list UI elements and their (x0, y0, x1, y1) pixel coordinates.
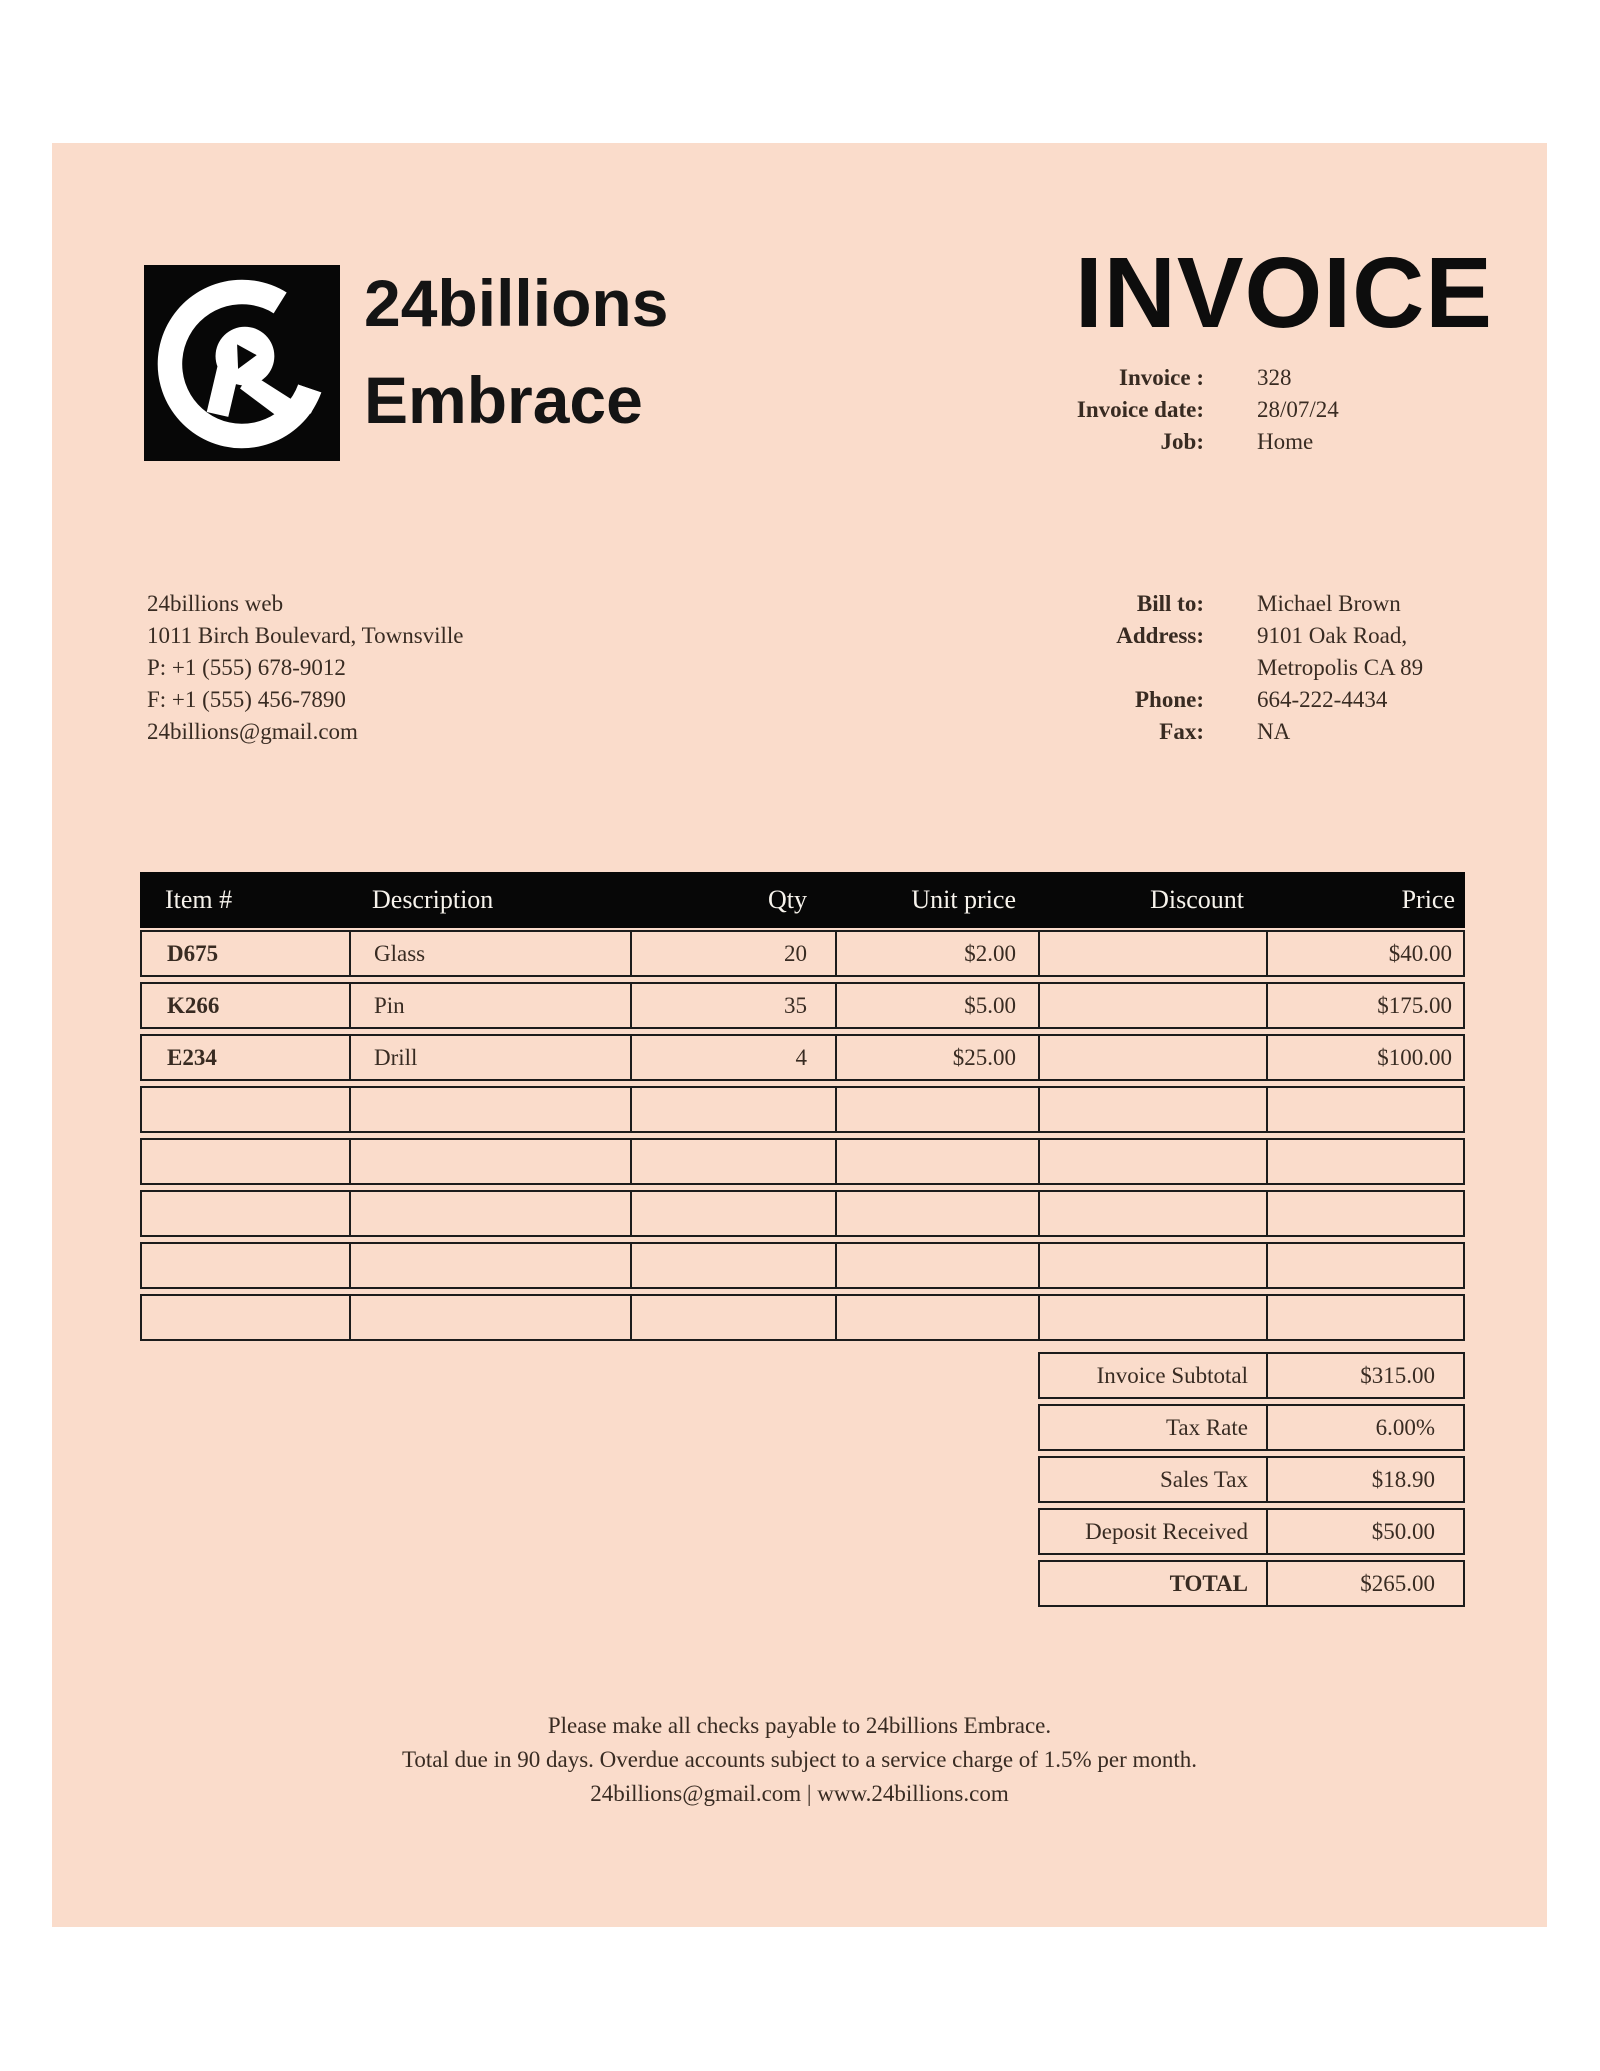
cell-item (142, 1140, 349, 1183)
invoice-number-row (52, 362, 1547, 394)
cell-unit-price (835, 1192, 1038, 1235)
company-phone: P: +1 (555) 678-9012 (147, 655, 346, 680)
bill-phone-row (52, 684, 1547, 716)
bill-address-value: 9101 Oak Road, (1257, 623, 1408, 648)
summary-row-tax-rate (1038, 1404, 1465, 1451)
cell-qty: 35 (630, 984, 835, 1027)
bill-address-label: Address: (1116, 623, 1204, 648)
cell-price (1266, 1296, 1462, 1339)
bill-address2-row (52, 652, 1547, 684)
invoice-job-label: Job: (1160, 429, 1204, 454)
cell-price: $175.00 (1266, 984, 1462, 1027)
bill-to-block (52, 588, 1547, 748)
bill-fax-row (52, 716, 1547, 748)
cell-discount (1038, 1296, 1266, 1339)
invoice-date-row (52, 394, 1547, 426)
col-header-unit-price: Unit price (911, 885, 1016, 914)
items-table (140, 872, 1465, 1346)
summary-row-total (1038, 1560, 1465, 1607)
cell-description: Glass (349, 932, 630, 975)
invoice-sheet (52, 143, 1547, 1927)
col-header-price: Price (1401, 885, 1455, 914)
invoice-job-row (52, 426, 1547, 458)
summary-row-subtotal (1038, 1352, 1465, 1399)
summary-sales-tax-label: Sales Tax (1159, 1466, 1248, 1492)
col-header-item: Item # (165, 885, 233, 914)
cell-description: Drill (349, 1036, 630, 1079)
cell-discount (1038, 1036, 1266, 1079)
company-name: 24billions web (147, 591, 284, 616)
bill-phone-label: Phone: (1135, 687, 1204, 712)
invoice-number-value: 328 (1257, 365, 1292, 390)
footer-line-contact: 24billions@gmail.com | www.24billions.com (590, 1781, 1009, 1806)
bill-address2-value: Metropolis CA 89 (1257, 655, 1424, 680)
col-header-discount: Discount (1150, 885, 1244, 914)
footer-line-checks: Please make all checks payable to 24billions Embrace. (547, 1713, 1052, 1738)
invoice-title: INVOICE (1074, 237, 1493, 349)
summary-row-sales-tax (1038, 1456, 1465, 1503)
cell-qty: 4 (630, 1036, 835, 1079)
table-row (140, 1138, 1465, 1185)
summary-sales-tax-value: $18.90 (1266, 1458, 1463, 1501)
col-header-qty: Qty (768, 885, 807, 914)
cell-description (349, 1140, 630, 1183)
summary-box (1038, 1352, 1465, 1612)
footer-line-terms: Total due in 90 days. Overdue accounts subject to a service charge of 1.5% per month. (401, 1747, 1198, 1772)
invoice-date-value: 28/07/24 (1257, 397, 1339, 422)
cell-qty (630, 1192, 835, 1235)
bill-address2-label (52, 652, 1204, 684)
table-row (140, 982, 1465, 1029)
invoice-meta (52, 362, 1547, 458)
table-row (140, 1294, 1465, 1341)
cell-discount (1038, 1244, 1266, 1287)
brand-name-line2: Embrace (364, 363, 643, 437)
cell-unit-price (835, 1140, 1038, 1183)
cell-price (1266, 1140, 1462, 1183)
summary-total-value: $265.00 (1266, 1562, 1463, 1605)
bill-to-row (52, 588, 1547, 620)
cell-item: E234 (167, 1044, 217, 1070)
cell-discount (1038, 1140, 1266, 1183)
cell-qty (630, 1296, 835, 1339)
cell-discount (1038, 1192, 1266, 1235)
bill-fax-label: Fax: (1159, 719, 1204, 744)
cell-item (142, 1296, 349, 1339)
cell-unit-price (835, 1088, 1038, 1131)
summary-row-deposit (1038, 1508, 1465, 1555)
cell-price: $100.00 (1266, 1036, 1462, 1079)
cell-description (349, 1244, 630, 1287)
invoice-job-value: Home (1257, 429, 1314, 454)
table-row (140, 1242, 1465, 1289)
invoice-number-label: Invoice : (1119, 365, 1204, 390)
bill-address-row (52, 620, 1547, 652)
bill-phone-value: 664-222-4434 (1257, 687, 1388, 712)
cell-qty (630, 1244, 835, 1287)
cell-item: K266 (167, 992, 220, 1018)
company-fax: F: +1 (555) 456-7890 (147, 687, 346, 712)
table-row (140, 930, 1465, 977)
cell-item: D675 (167, 940, 219, 966)
table-row (140, 1086, 1465, 1133)
summary-tax-rate-label: Tax Rate (1165, 1414, 1248, 1440)
table-row (140, 1190, 1465, 1237)
cell-discount (1038, 1088, 1266, 1131)
cell-price (1266, 1192, 1462, 1235)
cell-description (349, 1088, 630, 1131)
cell-item (142, 1244, 349, 1287)
cell-price (1266, 1244, 1462, 1287)
cell-price: $40.00 (1266, 932, 1462, 975)
cell-price (1266, 1088, 1462, 1131)
cell-unit-price: $2.00 (835, 932, 1038, 975)
table-row (140, 1034, 1465, 1081)
bill-fax-value: NA (1257, 719, 1291, 744)
company-email: 24billions@gmail.com (147, 719, 358, 744)
cell-description (349, 1296, 630, 1339)
bill-to-value: Michael Brown (1257, 591, 1401, 616)
col-header-description: Description (372, 885, 494, 914)
cell-unit-price: $25.00 (835, 1036, 1038, 1079)
cell-description (349, 1192, 630, 1235)
brand-name-line1: 24billions (364, 266, 669, 340)
summary-deposit-label: Deposit Received (1085, 1518, 1248, 1544)
summary-subtotal-value: $315.00 (1266, 1354, 1463, 1397)
summary-deposit-value: $50.00 (1266, 1510, 1463, 1553)
cell-discount (1038, 984, 1266, 1027)
cell-qty: 20 (630, 932, 835, 975)
company-street: 1011 Birch Boulevard, Townsville (147, 623, 464, 648)
cell-discount (1038, 932, 1266, 975)
footer-note (52, 1709, 1547, 1811)
items-table-header (140, 872, 1465, 928)
cell-item (142, 1088, 349, 1131)
cell-unit-price (835, 1296, 1038, 1339)
bill-to-label: Bill to: (1136, 591, 1204, 616)
cell-description: Pin (349, 984, 630, 1027)
summary-subtotal-label: Invoice Subtotal (1096, 1362, 1248, 1388)
cell-unit-price (835, 1244, 1038, 1287)
cell-qty (630, 1088, 835, 1131)
cell-unit-price: $5.00 (835, 984, 1038, 1027)
cell-item (142, 1192, 349, 1235)
summary-tax-rate-value: 6.00% (1266, 1406, 1463, 1449)
summary-total-label: TOTAL (1169, 1570, 1248, 1596)
invoice-date-label: Invoice date: (1076, 397, 1204, 422)
items-table-body (140, 930, 1465, 1341)
cell-qty (630, 1140, 835, 1183)
